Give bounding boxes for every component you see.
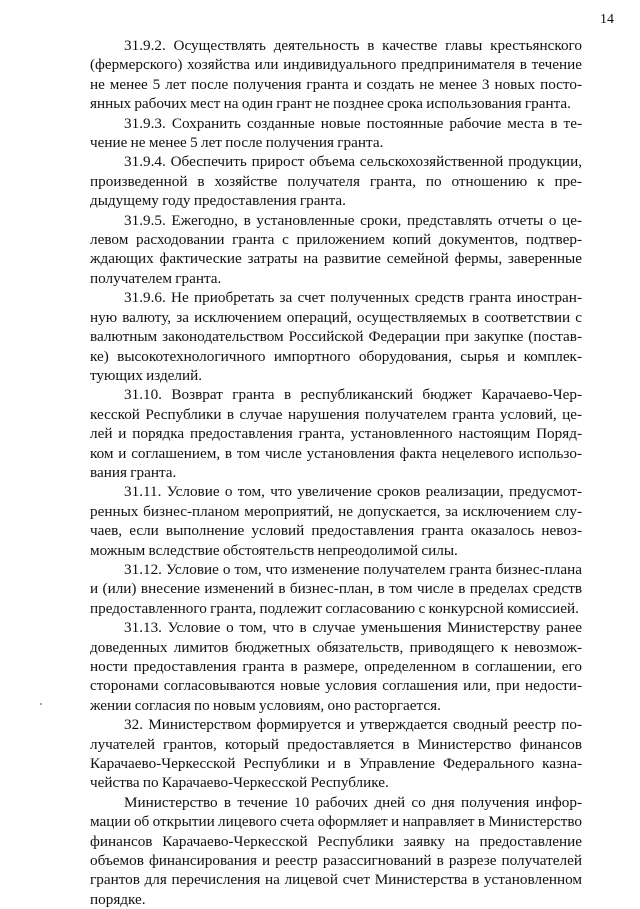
paragraph-31-10: 31.10. Возврат гранта в республиканский бюджет Карачаево-Черкесской Республики в случае нарушения получателем гранта условий, целей и порядка предоставления гранта, установленного настоящим Порядком и соглашением, в том числе установления факта нецелевого использования гранта. [90, 386, 582, 481]
paragraph-31-13: 31.13. Условие о том, что в случае уменьшения Министерству ранее доведенных лимитов бюджетных обязательств, приводящего к невозможности предоставления гранта в размере, определенном в соглашении, его сторонами согласовываются новые условия соглашения или, при недостижении согласия по новым условиям, оно расторгается. [90, 619, 582, 714]
scan-speck [40, 703, 42, 705]
paragraph-32: 32. Министерством формируется и утверждается сводный реестр получателей грантов, который предоставляется в Министерство финансов Карачаево-Черкесской Республики и в Управление Федерального казначейства по Карачаево-Черкесской Республике. [90, 716, 582, 792]
page-number: 14 [600, 12, 614, 27]
paragraph-32-continued: Министерство в течение 10 рабочих дней со дня получения информации об открытии лицевого счета оформляет и направляет в Министерство финансов Карачаево-Черкесской Республики заявку на предоставление объемов финансирования и реестр разассигнований в разрезе получателей грантов для перечисления на лицевой счет Министерства в установленном порядке. [90, 793, 582, 908]
paragraph-31-9-5: 31.9.5. Ежегодно, в установленные сроки, представлять отчеты о целевом расходовании гранта с приложением копий документов, подтверждающих фактические затраты на развитие семейной фермы, заверенные получателем гранта. [90, 211, 582, 287]
paragraph-31-12: 31.12. Условие о том, что изменение получателем гранта бизнес-плана и (или) внесение изменений в бизнес-план, в том числе в пределах средств предоставленного гранта, подлежит согласованию с конкурсной комиссией. [90, 560, 582, 617]
paragraph-31-9-3: 31.9.3. Сохранить созданные новые постоянные рабочие места в течение не менее 5 лет после получения гранта. [90, 114, 582, 152]
paragraph-31-9-2: 31.9.2. Осуществлять деятельность в качестве главы крестьянского (фермерского) хозяйства или индивидуального предпринимателя в течение не менее 5 лет после получения гранта и создать не менее 3 новых постоянных рабочих мест на один грант не позднее срока использования гранта. [90, 37, 582, 113]
document-body [90, 36, 582, 909]
paragraph-31-9-4: 31.9.4. Обеспечить прирост объема сельскохозяйственной продукции, произведенной в хозяйстве получателя гранта, по отношению к предыдущему году предоставления гранта. [90, 153, 582, 210]
paragraph-31-11: 31.11. Условие о том, что увеличение сроков реализации, предусмотренных бизнес-планом мероприятий, не допускается, за исключением случаев, если выполнение условий предоставления гранта оказалось невозможным вследствие обстоятельств непреодолимой силы. [90, 483, 582, 559]
paragraph-31-9-6: 31.9.6. Не приобретать за счет полученных средств гранта иностранную валюту, за исключением операций, осуществляемых в соответствии с валютным законодательством Российской Федерации при закупке (поставке) высокотехнологичного импортного оборудования, сырья и комплектующих изделий. [90, 289, 582, 384]
